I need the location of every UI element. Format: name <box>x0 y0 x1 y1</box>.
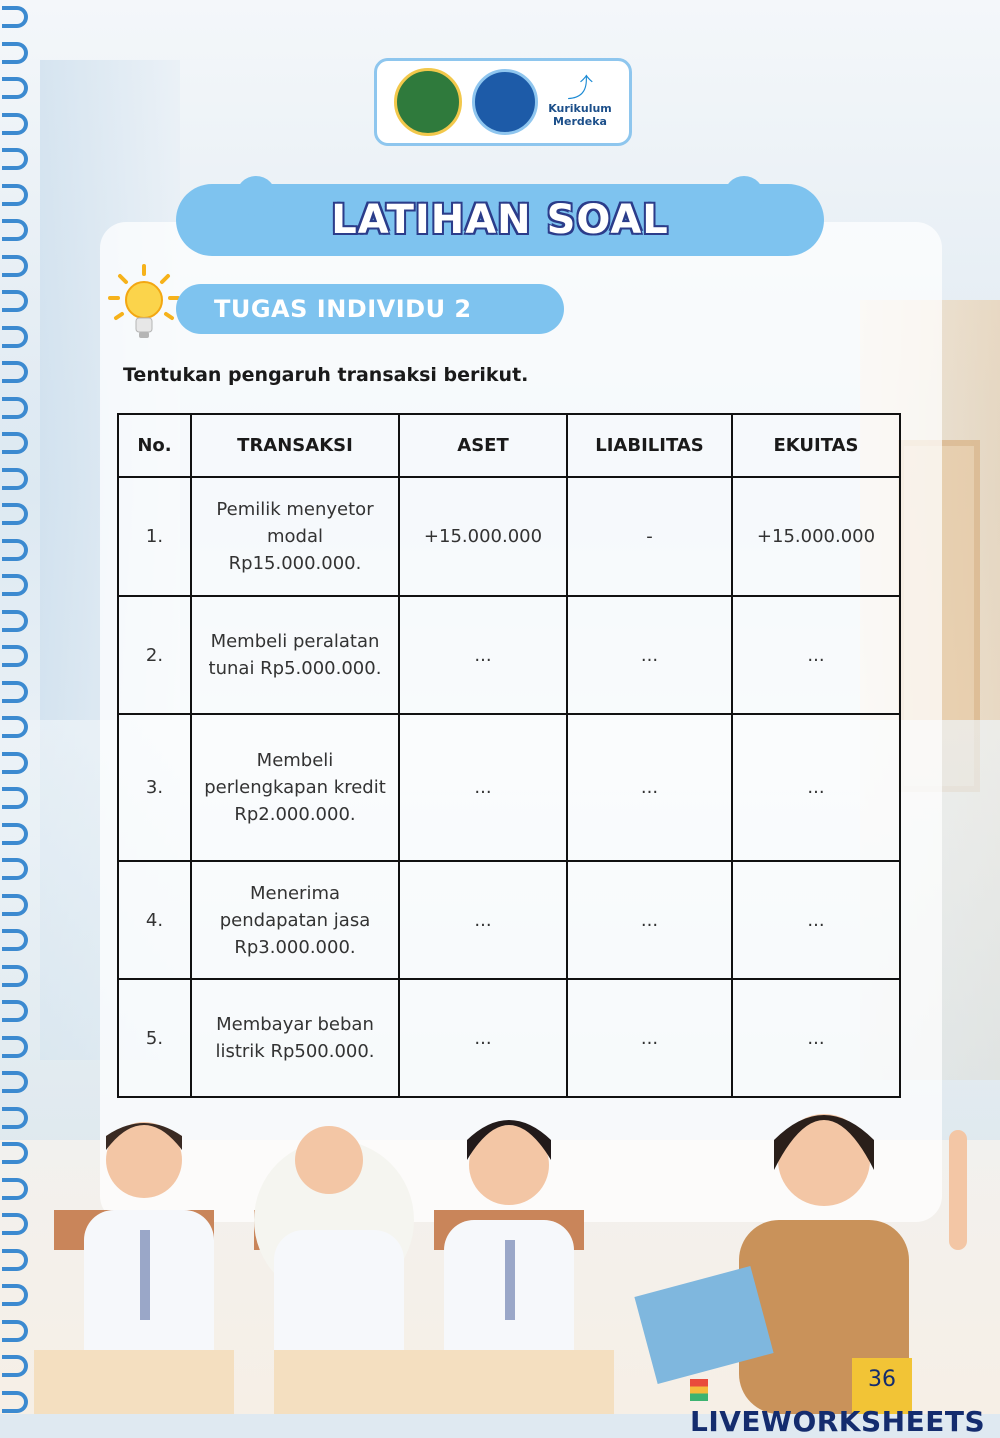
liveworksheets-logo-icon <box>690 1379 708 1401</box>
cell-no: 4. <box>118 861 191 979</box>
table-row <box>118 477 900 596</box>
header-aset: ASET <box>399 414 567 477</box>
table-header-row <box>118 414 900 477</box>
liveworksheets-watermark <box>690 1372 1000 1438</box>
spiral-ring <box>2 290 28 312</box>
cell-transaksi: Membeli perlengkapan kredit Rp2.000.000. <box>191 714 399 861</box>
spiral-ring <box>2 716 28 738</box>
answer-liabilitas[interactable]: ... <box>567 979 732 1097</box>
spiral-ring <box>2 539 28 561</box>
spiral-ring <box>2 787 28 809</box>
header-liabilitas: LIABILITAS <box>567 414 732 477</box>
spiral-ring <box>2 361 28 383</box>
answer-aset[interactable]: ... <box>399 861 567 979</box>
cell-no: 1. <box>118 477 191 596</box>
spiral-ring <box>2 77 28 99</box>
spiral-ring <box>2 574 28 596</box>
header-no: No. <box>118 414 191 477</box>
spiral-ring <box>2 148 28 170</box>
spiral-ring <box>2 1213 28 1235</box>
spiral-ring <box>2 1391 28 1413</box>
spiral-ring <box>2 965 28 987</box>
spiral-ring <box>2 1320 28 1342</box>
spiral-ring <box>2 1355 28 1377</box>
spiral-ring <box>2 1000 28 1022</box>
cell-no: 3. <box>118 714 191 861</box>
spiral-ring <box>2 468 28 490</box>
watermark-text: LIVEWORKSHEETS <box>690 1405 986 1438</box>
spiral-binding-icon <box>0 0 34 1414</box>
cell-transaksi: Menerima pendapatan jasa Rp3.000.000. <box>191 861 399 979</box>
section-subtitle: TUGAS INDIVIDU 2 <box>214 295 472 323</box>
spiral-ring <box>2 894 28 916</box>
cell-liabilitas: - <box>567 477 732 596</box>
spiral-ring <box>2 397 28 419</box>
spiral-ring <box>2 1284 28 1306</box>
cell-aset: +15.000.000 <box>399 477 567 596</box>
spiral-ring <box>2 1036 28 1058</box>
answer-liabilitas[interactable]: ... <box>567 714 732 861</box>
kurikulum-word: Kurikulum <box>548 102 612 115</box>
logo-box <box>374 58 632 146</box>
answer-liabilitas[interactable]: ... <box>567 861 732 979</box>
spiral-ring <box>2 1107 28 1129</box>
spiral-ring <box>2 432 28 454</box>
spiral-ring <box>2 1249 28 1271</box>
cell-transaksi: Pemilik menyetor modal Rp15.000.000. <box>191 477 399 596</box>
table-row <box>118 596 900 714</box>
cell-transaksi: Membayar beban listrik Rp500.000. <box>191 979 399 1097</box>
answer-aset[interactable]: ... <box>399 596 567 714</box>
kurikulum-merdeka-logo-icon: ⤴ Kurikulum Merdeka <box>548 74 612 128</box>
tut-wuri-handayani-logo-icon <box>472 69 538 135</box>
spiral-ring <box>2 184 28 206</box>
answer-ekuitas[interactable]: ... <box>732 979 900 1097</box>
spiral-ring <box>2 1071 28 1093</box>
cell-no: 2. <box>118 596 191 714</box>
merdeka-word: Merdeka <box>553 115 607 128</box>
header-ekuitas: EKUITAS <box>732 414 900 477</box>
spiral-ring <box>2 681 28 703</box>
spiral-ring <box>2 503 28 525</box>
spiral-ring <box>2 823 28 845</box>
subtitle-banner <box>176 284 564 334</box>
spiral-ring <box>2 113 28 135</box>
university-logo-icon <box>394 68 462 136</box>
spiral-ring <box>2 42 28 64</box>
spiral-ring <box>2 610 28 632</box>
instruction-text: Tentukan pengaruh transaksi berikut. <box>123 364 529 386</box>
cell-no: 5. <box>118 979 191 1097</box>
spiral-ring <box>2 645 28 667</box>
answer-aset[interactable]: ... <box>399 714 567 861</box>
title-banner <box>176 184 824 256</box>
table-row <box>118 979 900 1097</box>
answer-ekuitas[interactable]: ... <box>732 596 900 714</box>
answer-ekuitas[interactable]: ... <box>732 714 900 861</box>
transaction-table <box>117 413 901 1098</box>
spiral-ring <box>2 6 28 28</box>
page-number: 36 <box>852 1358 912 1414</box>
answer-aset[interactable]: ... <box>399 979 567 1097</box>
spiral-ring <box>2 858 28 880</box>
spiral-ring <box>2 929 28 951</box>
lightbulb-icon <box>108 262 180 348</box>
spiral-ring <box>2 326 28 348</box>
table-row <box>118 714 900 861</box>
cell-ekuitas: +15.000.000 <box>732 477 900 596</box>
answer-liabilitas[interactable]: ... <box>567 596 732 714</box>
header-transaksi: TRANSAKSI <box>191 414 399 477</box>
spiral-ring <box>2 255 28 277</box>
page-title: LATIHAN SOAL <box>331 197 669 243</box>
spiral-ring <box>2 1142 28 1164</box>
cell-transaksi: Membeli peralatan tunai Rp5.000.000. <box>191 596 399 714</box>
spiral-ring <box>2 219 28 241</box>
table-row <box>118 861 900 979</box>
spiral-ring <box>2 1178 28 1200</box>
spiral-ring <box>2 752 28 774</box>
answer-ekuitas[interactable]: ... <box>732 861 900 979</box>
